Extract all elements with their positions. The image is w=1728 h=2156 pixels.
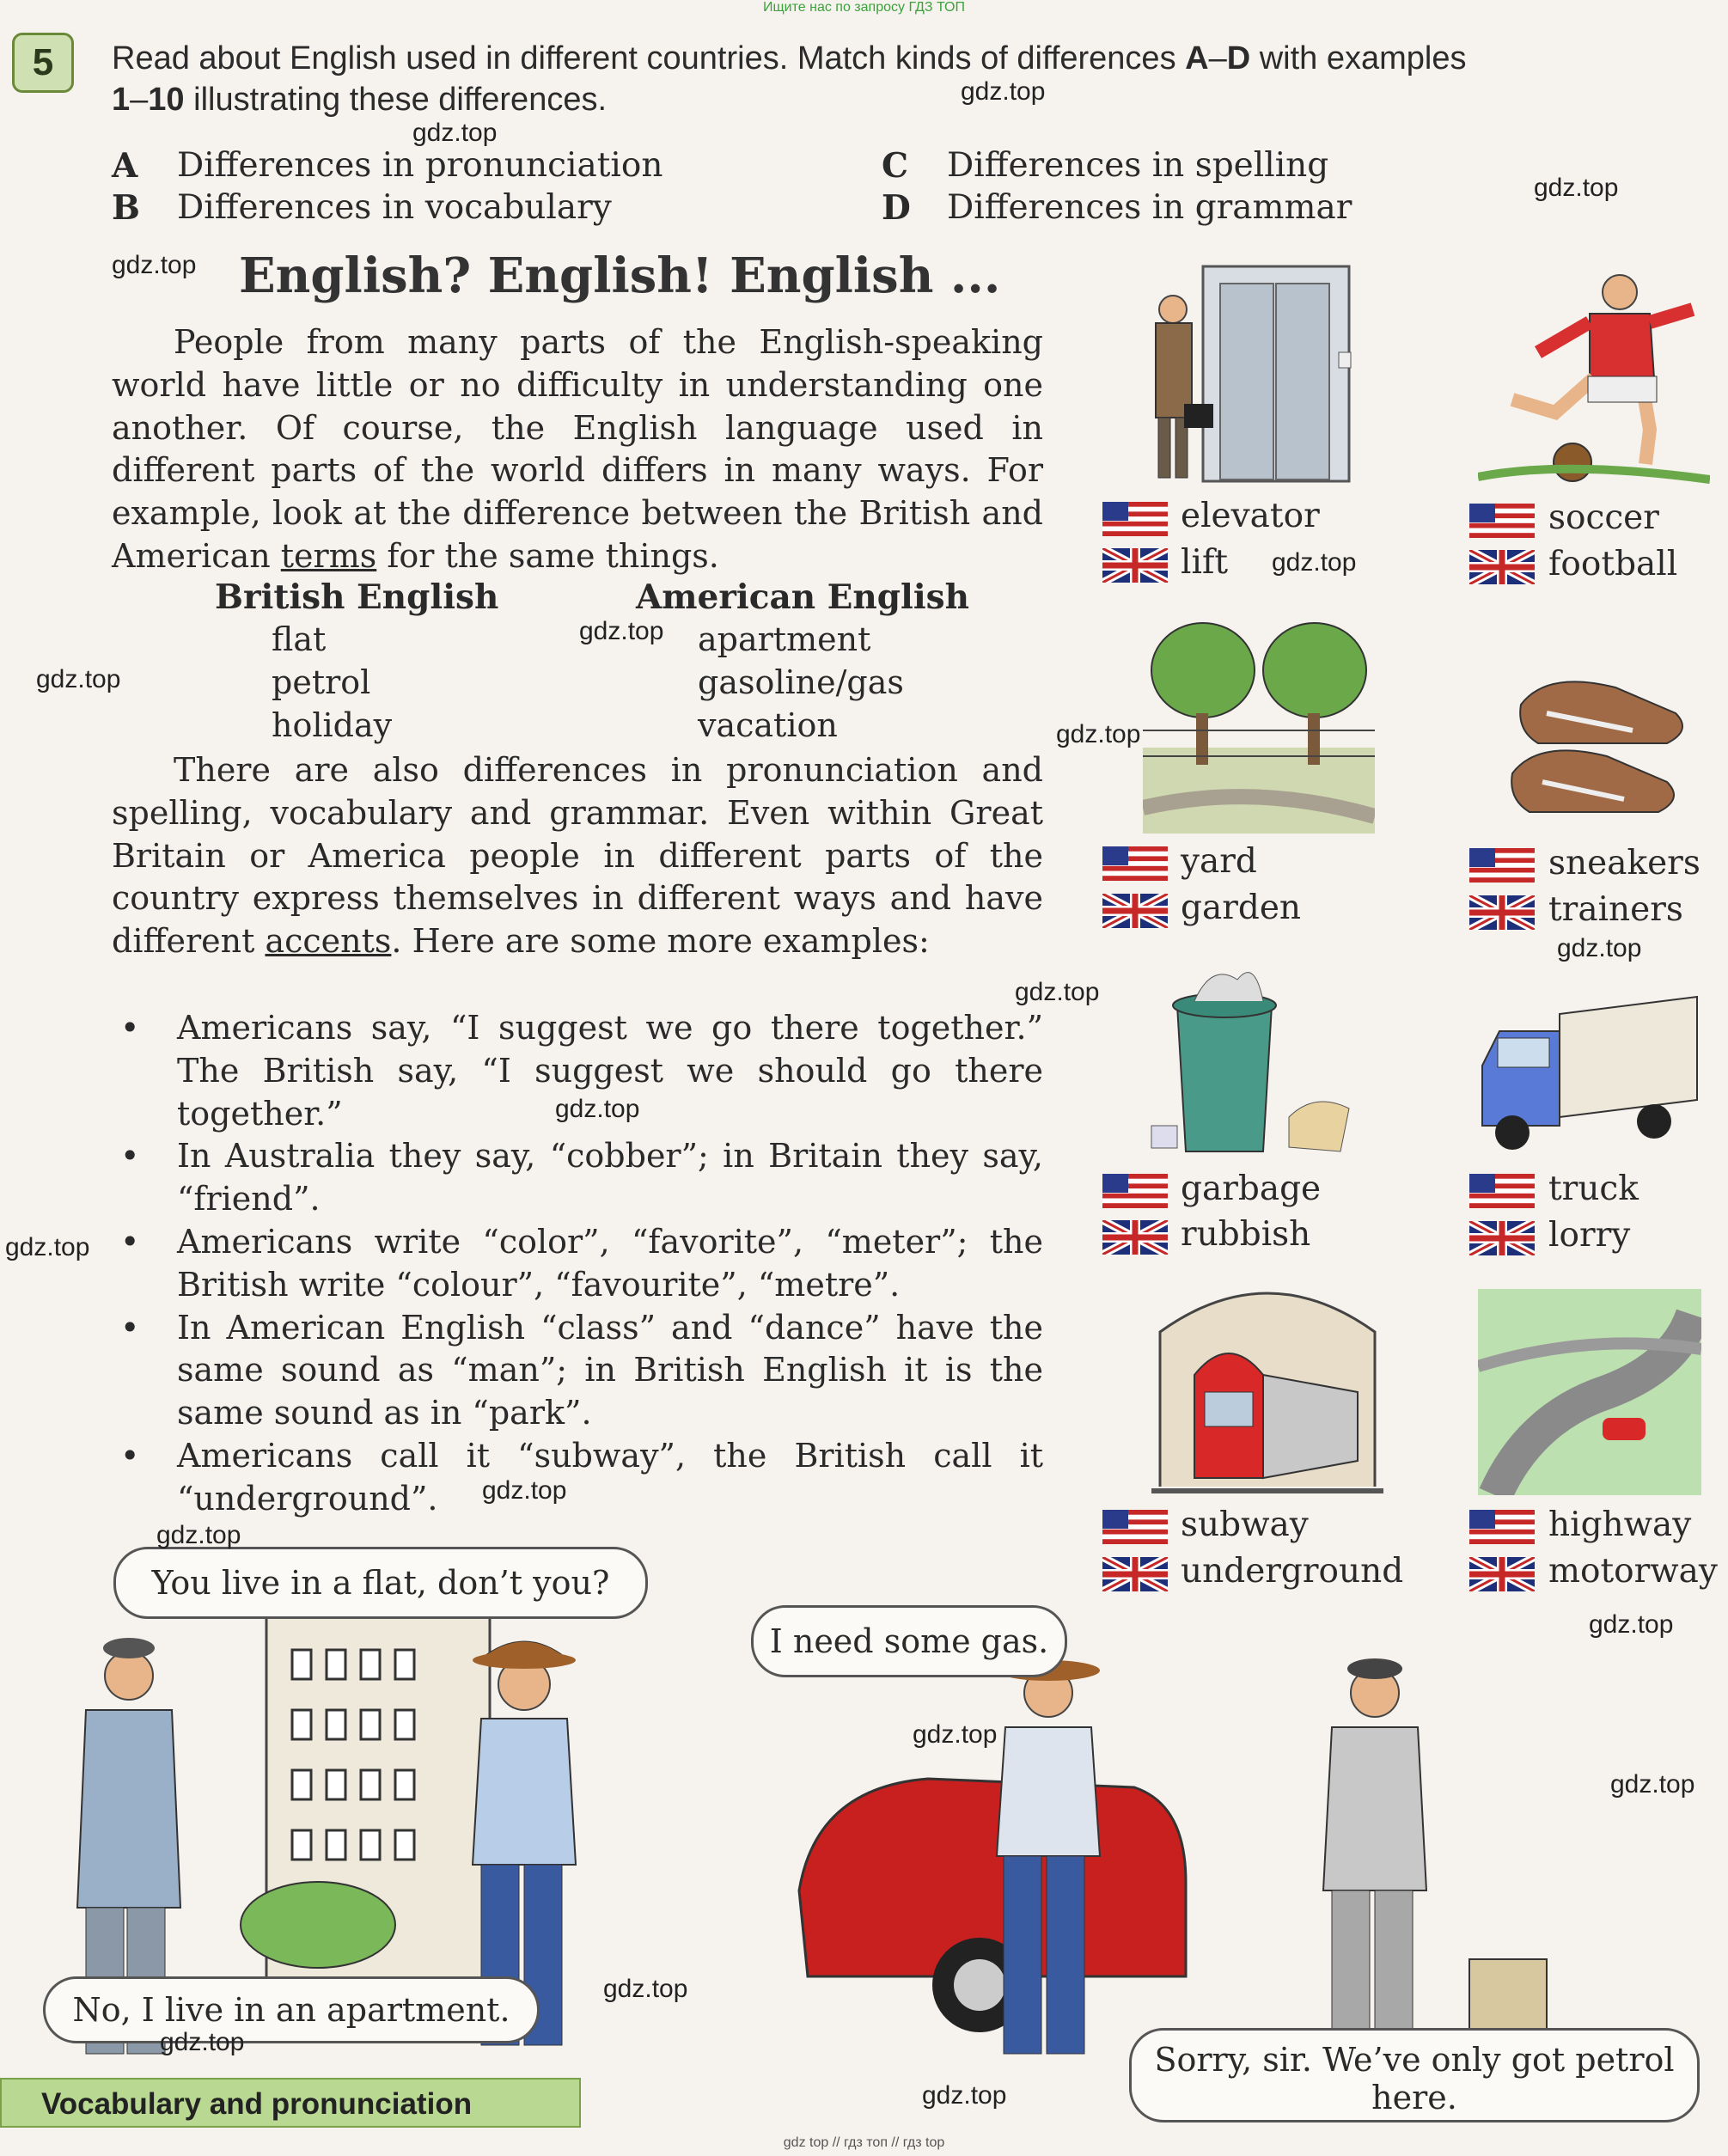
speech-bubble-2: No, I live in an apartment. [43,1976,540,2043]
uk-word: rubbish [1181,1215,1311,1254]
watermark: gdz.top [5,1233,90,1261]
table-cell: apartment [698,620,871,658]
uk-flag-icon [1469,550,1535,584]
highway-road-icon [1478,1289,1701,1495]
watermark: gdz.top [1557,934,1642,962]
uk-word: underground [1181,1552,1404,1591]
option-b: B Differences in vocabulary [112,188,612,228]
us-word: soccer [1548,498,1659,537]
uk-word: lift [1181,543,1229,582]
uk-flag-icon [1102,548,1168,583]
task-line-2: 1–10 illustrating these differences. [112,82,608,118]
watermark: gdz.top [603,1975,688,2003]
watermark: gdz.top [482,1476,567,1505]
watermark: gdz.top [579,617,664,645]
watermark: gdz.top [1534,174,1619,202]
uk-word: football [1548,545,1678,583]
watermark: gdz.top [160,2028,245,2056]
article-title: English? English! English ... [239,247,1001,304]
paragraph-1: People from many parts of the English-speaking world have little or no difficulty in understanding one another. Of course, the English language used in different parts of the world differs in many ways. For example, look at the difference between the British and American terms for the same things. [112,323,1043,575]
uk-flag-icon [1469,895,1535,930]
list-item: • In American English “class” and “dance” have the same sound as “man”; in British English it is the same sound as in “park”. [120,1308,1043,1432]
sneakers-icon [1495,662,1710,834]
us-flag-icon [1469,1174,1535,1208]
watermark: gdz.top [112,251,197,279]
us-flag-icon [1469,1510,1535,1544]
us-flag-icon [1469,504,1535,538]
us-flag-icon [1102,1510,1168,1544]
us-word: yard [1181,842,1257,881]
table-header-american: American English [636,577,969,617]
watermark: gdz.top [1589,1610,1674,1639]
uk-word: lorry [1548,1216,1631,1255]
watermark: gdz.top [36,665,121,693]
table-cell: petrol [272,663,371,701]
option-a: A Differences in pronunciation [112,146,663,186]
watermark: gdz.top [1272,548,1357,577]
task-line-1: Read about English used in different countries. Match kinds of differences A–D with examples [112,40,1467,76]
subway-train-icon [1151,1280,1383,1495]
soccer-player-icon [1478,258,1710,490]
us-flag-icon [1102,1174,1168,1208]
paragraph-2: There are also differences in pronunciation and spelling, vocabulary and grammar. Even within Great Britain or America people in different parts of the country express themselves in different ways and have different accents. Here are some more examples: [112,751,1043,961]
uk-flag-icon [1102,1557,1168,1591]
uk-word: garden [1181,889,1302,927]
list-item: • Americans say, “I suggest we go there together.” The British say, “I suggest we should go there together.” [120,1009,1043,1133]
table-cell: gasoline/gas [698,663,904,701]
us-flag-icon [1102,502,1168,536]
option-d: D Differences in grammar [882,188,1352,228]
exercise-number: 5 [12,33,74,93]
table-cell: flat [272,620,327,658]
watermark: gdz.top [913,1720,998,1749]
top-banner: Ищите нас по запросу ГДЗ ТОП [763,0,965,15]
us-word: subway [1181,1506,1309,1544]
list-item: • Americans call it “subway”, the British call it “underground”. [120,1436,1043,1518]
watermark: gdz.top [1610,1770,1695,1799]
option-c: C Differences in spelling [882,146,1329,186]
list-item: • Americans write “color”, “favorite”, “meter”; the British write “colour”, “favourite”, “metre”. [120,1222,1043,1304]
section-tab: Vocabulary and pronunciation [0,2078,581,2128]
garden-trees-icon [1143,619,1375,834]
table-cell: holiday [272,706,393,744]
watermark: gdz.top [555,1095,640,1123]
speech-bubble-1: You live in a flat, don’t you? [113,1547,648,1619]
uk-flag-icon [1469,1557,1535,1591]
table-cell: vacation [698,706,838,744]
us-word: sneakers [1548,844,1701,883]
uk-flag-icon [1469,1221,1535,1255]
uk-flag-icon [1102,1220,1168,1255]
watermark: gdz.top [156,1521,241,1549]
watermark: gdz.top [961,77,1046,106]
truck-icon [1474,988,1706,1160]
examples-list [112,1007,1043,1521]
garbage-bin-icon [1143,954,1366,1160]
us-flag-icon [1102,846,1168,881]
uk-word: trainers [1548,890,1683,929]
task-instruction [112,38,1693,120]
list-item: • In Australia they say, “cobber”; in Britain they say, “friend”. [120,1137,1043,1218]
speech-bubble-4: Sorry, sir. We’ve only got petrol here. [1129,2028,1700,2122]
uk-flag-icon [1102,894,1168,928]
watermark: gdz.top [412,119,498,147]
us-word: highway [1548,1506,1692,1544]
speech-bubble-3: I need some gas. [751,1605,1067,1677]
uk-word: motorway [1548,1552,1718,1591]
table-header-british: British English [215,577,499,617]
watermark: gdz.top [922,2081,1007,2110]
elevator-man-icon [1134,258,1375,490]
watermark: gdz.top [1015,978,1100,1006]
us-word: garbage [1181,1170,1322,1208]
us-word: truck [1548,1170,1639,1208]
bottom-banner: gdz top // гдз топ // гдз top [783,2135,945,2150]
watermark: gdz.top [1056,720,1141,748]
us-flag-icon [1469,848,1535,883]
us-word: elevator [1181,497,1320,535]
